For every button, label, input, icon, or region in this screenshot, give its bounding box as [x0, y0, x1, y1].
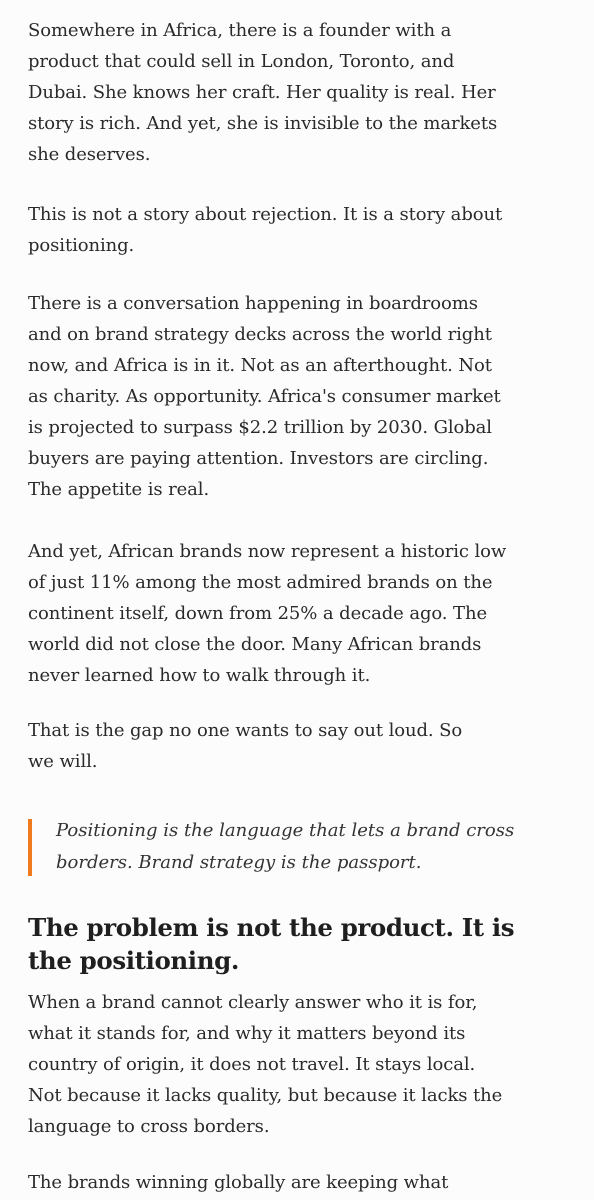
- paragraph-line: Not because it lacks quality, but because it lacks the: [28, 1085, 503, 1106]
- pull-quote-line: Positioning is the language that lets a brand cross: [56, 820, 515, 841]
- paragraph-founder: [28, 15, 497, 170]
- paragraph-line: now, and Africa is in it. Not as an afterthought. Not: [28, 355, 492, 376]
- paragraph-line: language to cross borders.: [28, 1116, 270, 1137]
- paragraph-african-brands: [28, 536, 506, 691]
- paragraph-conversation: [28, 288, 501, 505]
- paragraph-line: The brands winning globally are keeping what: [28, 1172, 449, 1193]
- paragraph-line: we will.: [28, 751, 98, 772]
- paragraph-line: as charity. As opportunity. Africa's consumer market: [28, 386, 501, 407]
- paragraph-line: world did not close the door. Many African brands: [28, 634, 482, 655]
- section-heading: [28, 911, 514, 977]
- paragraph-line: And yet, African brands now represent a historic low: [28, 541, 507, 562]
- paragraph-line: what it stands for, and why it matters beyond its: [28, 1023, 466, 1044]
- heading-line: the positioning.: [28, 946, 239, 975]
- paragraph-brands-winning: [28, 1167, 448, 1198]
- paragraph-line: buyers are paying attention. Investors are circling.: [28, 448, 489, 469]
- paragraph-line: of just 11% among the most admired brands on the: [28, 572, 493, 593]
- pull-quote: [28, 815, 576, 879]
- paragraph-line: Somewhere in Africa, there is a founder with a: [28, 20, 452, 41]
- pull-quote-text: [56, 815, 576, 879]
- paragraph-line: positioning.: [28, 235, 135, 256]
- paragraph-line: This is not a story about rejection. It is a story about: [28, 204, 503, 225]
- paragraph-line: When a brand cannot clearly answer who it is for,: [28, 992, 478, 1013]
- paragraph-line: story is rich. And yet, she is invisible to the markets: [28, 113, 498, 134]
- paragraph-positioning: [28, 199, 502, 261]
- paragraph-cross-borders: [28, 987, 502, 1142]
- paragraph-line: never learned how to walk through it.: [28, 665, 371, 686]
- paragraph-line: and on brand strategy decks across the world right: [28, 324, 492, 345]
- pull-quote-line: borders. Brand strategy is the passport.: [56, 852, 422, 873]
- paragraph-line: There is a conversation happening in boardrooms: [28, 293, 478, 314]
- paragraph-line: continent itself, down from 25% a decade ago. The: [28, 603, 488, 624]
- paragraph-line: The appetite is real.: [28, 479, 210, 500]
- paragraph-line: product that could sell in London, Toronto, and: [28, 51, 455, 72]
- paragraph-line: country of origin, it does not travel. It stays local.: [28, 1054, 476, 1075]
- paragraph-line: Dubai. She knows her craft. Her quality is real. Her: [28, 82, 496, 103]
- paragraph-line: That is the gap no one wants to say out loud. So: [28, 720, 463, 741]
- paragraph-line: is projected to surpass $2.2 trillion by 2030. Global: [28, 417, 492, 438]
- paragraph-the-gap: [28, 715, 462, 777]
- heading-line: The problem is not the product. It is: [28, 913, 515, 942]
- pull-quote-accent-bar: [28, 819, 32, 876]
- paragraph-line: she deserves.: [28, 144, 151, 165]
